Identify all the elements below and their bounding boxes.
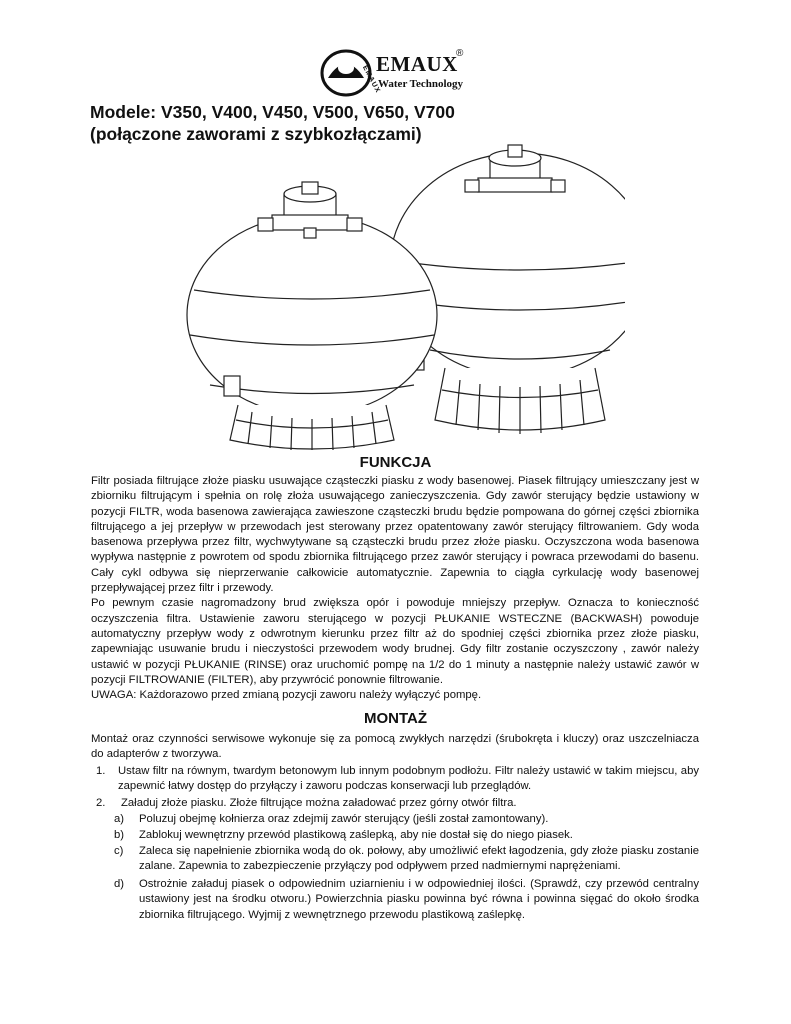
step-text: Załaduj złoże piasku. Złoże filtrujące można załadować przez górny otwór filtra. [121, 797, 517, 809]
step-number: 1. [96, 765, 106, 777]
emaux-logo [318, 48, 468, 98]
page-title [90, 101, 455, 145]
funkcja-paragraph: Po pewnym czasie nagromadzony brud zwiększa opór i powoduje mniejszy przepływ. Oznacza to konieczność oczyszczenia filtra. Ustawienie zaworu sterującego w pozycji PŁUKANIE WSTECZNE (BACKWASH) powoduje automatyczny przepływ wody z odwrotnym kierunku przez filtr aż do spodniej części zbiornika przez złoże piasku, zapewniając usuwanie brudu i nieczystości przewodem wody brudnej. Gdy filtr zostanie oczyszczony , zawór należy ustawić w pozycji PŁUKANIE (RINSE) oraz uruchomić pompę na 1/2 do 1 minuty a następnie należy ustawić zawór w pozycji FILTROWANIE (FILTER), aby przywrócić ponownie filtrowanie. [91, 597, 699, 686]
substep-text: Ostrożnie załaduj piasek o odpowiednim uziarnieniu i w odpowiedniej ilości. (Sprawdź, czy przewód centralny ustawiony jest na środku otworu.) Powierzchnia piasku powinna być równa i powinna sięgać do około środka zbiornika filtrującego. Wyjmij z wewnętrznego przewodu plastikową zaślepkę. [139, 878, 699, 921]
substep-text: Poluzuj obejmę kołnierza oraz zdejmij zawór sterujący (jeśli został zamontowany). [139, 813, 549, 825]
logo-registered-mark: ® [456, 48, 464, 59]
step-text: Ustaw filtr na równym, twardym betonowym lub innym podobnym podłożu. Filtr należy ustawić w takim miejscu, aby zapewnić łatwy dostęp do przyłączy i zaworu podczas konserwacji lub przeglądów. [118, 765, 699, 793]
substep-letter: a) [114, 813, 125, 825]
substep-letter: c) [114, 845, 124, 857]
substep-text: Zablokuj wewnętrzny przewód plastikową zaślepką, aby nie dostał się do niego piasek. [139, 829, 573, 841]
logo-tagline: Water Technology [378, 78, 464, 90]
title-models: Modele: V350, V400, V450, V500, V650, V700 [90, 102, 455, 122]
funkcja-warning: UWAGA: Każdorazowo przed zmianą pozycji zaworu należy wyłączyć pompę. [91, 689, 482, 702]
section-heading-montaz: MONTAŻ [363, 710, 428, 727]
logo-ring-text: EMAUX [360, 64, 382, 95]
step-number: 2. [96, 797, 106, 809]
logo-brand: EMAUX [376, 52, 458, 76]
funkcja-paragraph: Filtr posiada filtrujące złoże piasku usuwające cząsteczki piasku z wody basenowej. Piasek filtrujący umieszczany jest w zbiorniku filtrującym i spełnia on rolę złoża usuwającego zanieczyszczenia. Gdy zawór sterujący będzie ustawiony w pozycji FILTR, woda basenowa zawierająca zawieszone cząsteczki brudu będzie pompowana do górnej części zbiornika filtrującego a jej przepływ w przewodach jest sterowany przez opatentowany zawór sterujący filtrowaniem. Gdy woda basenowa przepływa przez filtr, wychwytywane są cząsteczki brudu przez złoże piasku. Oczyszczona woda basenowa wypływa następnie z powrotem od spodu zbiornika filtrującego przez zawór sterujący i powraca przewodami do basenu. Cały cykl odbywa się nieprzerwanie całkowicie automatycznie. Zapewnia to ciągła cyrkulację wody basenowej przepływającej przez filtr i przewody. [91, 475, 699, 595]
montaz-intro [91, 732, 699, 763]
substep-letter: d) [114, 878, 125, 890]
section-heading-funkcja: FUNKCJA [359, 454, 432, 471]
funkcja-text [91, 474, 699, 703]
montaz-intro-text: Montaż oraz czynności serwisowe wykonuje się za pomocą zwykłych narzędzi (śrubokręta i kluczy) oraz uszczelniacza do adapterów z tworzywa. [91, 733, 699, 761]
substep-text: Zaleca się napełnienie zbiornika wodą do ok. połowy, aby umożliwić efekt łagodzenia, gdy złoże piasku zostanie zalane. Zapewnia to zabezpieczenie przyłączy pod odpływem przed nadmiernymi naprężeniami. [139, 845, 699, 873]
substep-letter: b) [114, 829, 125, 841]
title-subtitle: (połączone zaworami z szybkozłączami) [90, 124, 422, 144]
sand-filters-illustration [180, 140, 625, 450]
